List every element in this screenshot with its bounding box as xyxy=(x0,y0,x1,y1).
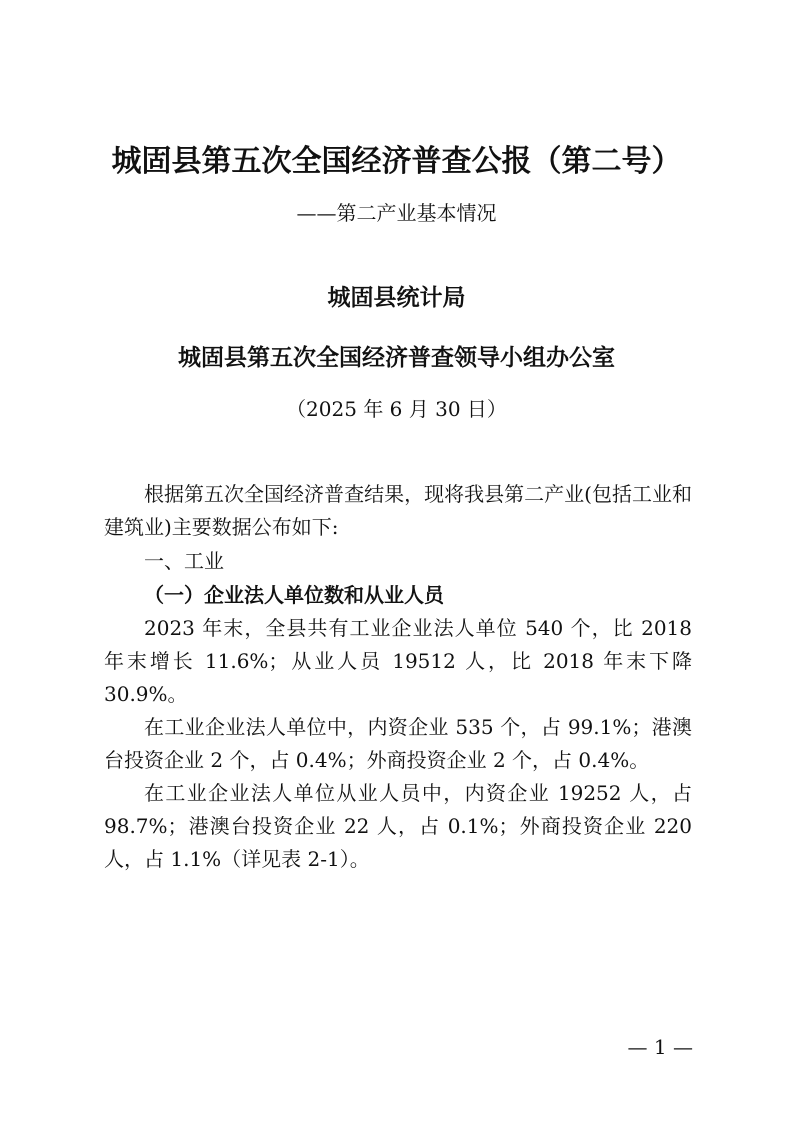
section-heading-industry: 一、工业 xyxy=(144,549,224,573)
subsection-heading-enterprises: （一）企业法人单位数和从业人员 xyxy=(144,583,444,607)
bulletin-title: 城固县第五次全国经济普查公报（第二号） xyxy=(111,144,682,179)
issuer-statistics-bureau: 城固县统计局 xyxy=(327,284,466,311)
body-text xyxy=(104,478,692,876)
paragraph-enterprise-types: 在工业企业法人单位中，内资企业 535 个，占 99.1%；港澳台投资企业 2 个，占 0.4%；外商投资企业 2 个，占 0.4%。 xyxy=(104,715,692,772)
page-number: — 1 — xyxy=(627,1035,693,1059)
publication-date: （2025 年 6 月 30 日） xyxy=(286,397,507,421)
bulletin-subtitle: ——第二产业基本情况 xyxy=(296,201,497,225)
paragraph-employee-types: 在工业企业法人单位从业人员中，内资企业 19252 人，占 98.7%；港澳台投资企业 22 人，占 0.1%；外商投资企业 220 人，占 1.1%（详见表 2-1）。 xyxy=(104,781,692,871)
paragraph-enterprise-count: 2023 年末，全县共有工业企业法人单位 540 个，比 2018 年末增长 11.6%；从业人员 19512 人，比 2018 年末下降 30.9%。 xyxy=(104,616,692,706)
issuer-census-office: 城固县第五次全国经济普查领导小组办公室 xyxy=(178,344,615,371)
intro-paragraph: 根据第五次全国经济普查结果，现将我县第二产业(包括工业和建筑业)主要数据公布如下: xyxy=(104,482,692,539)
